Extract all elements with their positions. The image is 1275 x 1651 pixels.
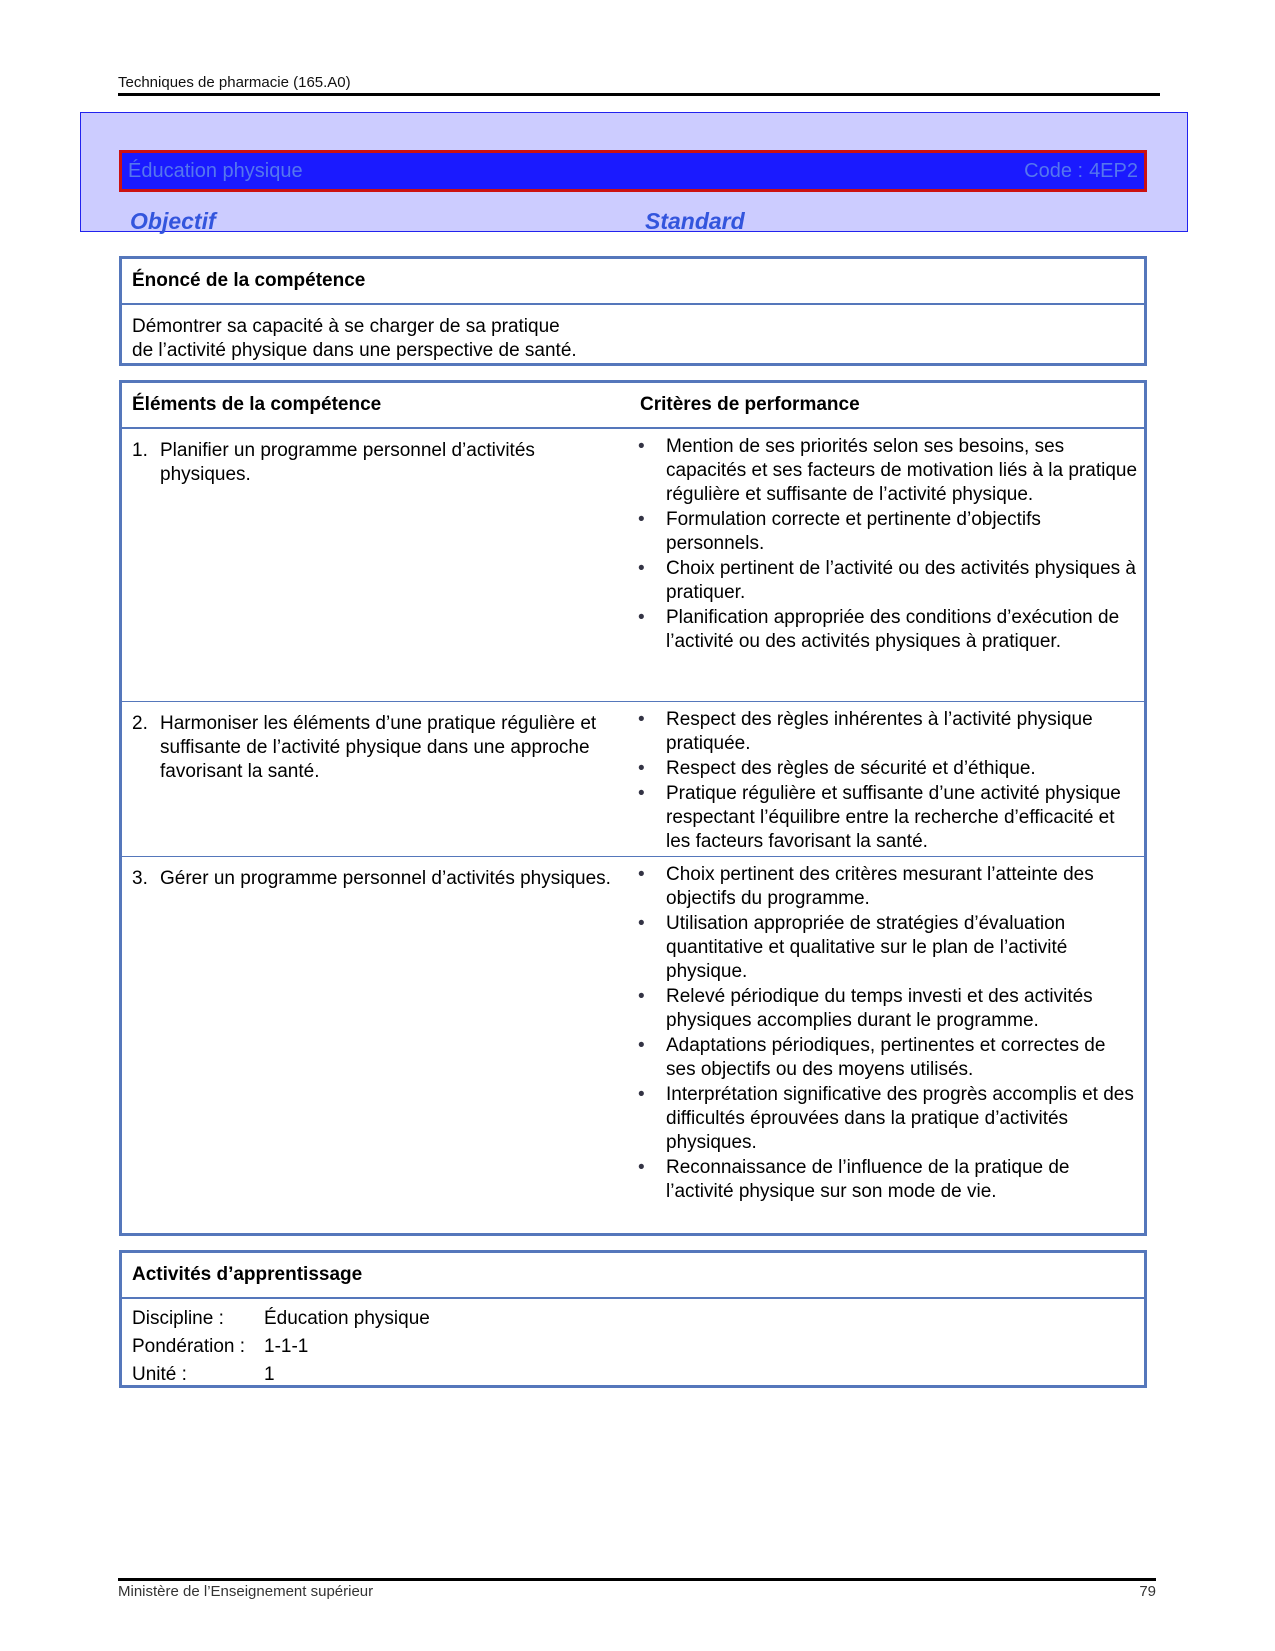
element-number: 3. — [132, 868, 148, 889]
criterion: • Choix pertinent des critères mesurant l’atteinte des objectifs du programme. — [638, 864, 1094, 909]
criterion: • Respect des règles inhérentes à l’activité physique pratiquée. — [638, 709, 1093, 754]
bullet-icon: • — [638, 758, 645, 779]
criterion: • Interprétation significative des progrès accomplis et des difficultés éprouvées dans la pratique d’activités physiques. — [638, 1084, 1134, 1153]
page-number: 79 — [1139, 1583, 1156, 1600]
element-description: Planifier un programme personnel d’activités physiques. — [160, 440, 535, 485]
enonce-box — [119, 256, 1147, 366]
ministry-name: Ministère de l’Enseignement supérieur — [118, 1583, 374, 1600]
bullet-icon: • — [638, 864, 645, 885]
bullet-icon: • — [638, 436, 645, 457]
unite-line — [132, 1361, 1134, 1389]
course-title: Éducation physique — [128, 159, 303, 182]
criterion: • Formulation correcte et pertinente d’objectifs personnels. — [638, 509, 1041, 554]
objective-standard-row — [130, 208, 1130, 235]
bullet-icon: • — [638, 1084, 645, 1105]
criterion: • Planification appropriée des conditions d’exécution de l’activité ou des activités physiques à pratiquer. — [638, 607, 1120, 652]
bullet-icon: • — [638, 1035, 645, 1056]
elements-box — [119, 380, 1147, 1236]
bullet-icon: • — [638, 709, 645, 730]
discipline-value: Éducation physique — [264, 1308, 430, 1329]
element-text — [132, 712, 612, 784]
elements-heading-left: Éléments de la compétence — [132, 394, 382, 415]
activities-box — [119, 1250, 1147, 1388]
discipline-line — [132, 1305, 1134, 1333]
unite-label: Unité : — [132, 1364, 187, 1385]
element-row-2 — [122, 702, 1144, 857]
ponderation-label: Pondération : — [132, 1336, 246, 1357]
bullet-icon: • — [638, 783, 645, 804]
enonce-heading: Énoncé de la compétence — [122, 259, 1144, 305]
criterion: • Respect des règles de sécurité et d’éthique. — [638, 758, 1036, 779]
enonce-text — [122, 305, 1144, 373]
bullet-icon: • — [638, 558, 645, 579]
standard-label: Standard — [645, 208, 745, 234]
page-header — [118, 74, 1160, 96]
criterion: • Adaptations périodiques, pertinentes et correctes de ses objectifs ou des moyens utilisés. — [638, 1035, 1106, 1080]
code-value: 4EP2 — [1089, 159, 1138, 182]
bullet-icon: • — [638, 913, 645, 934]
element-number: 2. — [132, 713, 148, 734]
criterion: • Choix pertinent de l’activité ou des activités physiques à pratiquer. — [638, 558, 1136, 603]
criterion: • Relevé périodique du temps investi et des activités physiques accomplies durant le programme. — [638, 986, 1093, 1031]
element-row-3 — [122, 857, 1144, 1235]
bullet-icon: • — [638, 607, 645, 628]
criteria-list — [638, 708, 1138, 855]
criterion: • Mention de ses priorités selon ses besoins, ses capacités et ses facteurs de motivation liés à la pratique régulière et suffisante de l’activité physique. — [638, 436, 1138, 505]
activities-body — [122, 1299, 1144, 1395]
element-text — [132, 867, 612, 891]
bullet-icon: • — [638, 509, 645, 530]
criterion: • Reconnaissance de l’influence de la pratique de l’activité physique sur son mode de vie. — [638, 1157, 1070, 1202]
ponderation-value: 1-1-1 — [264, 1336, 309, 1357]
criterion: • Utilisation appropriée de stratégies d’évaluation quantitative et qualitative sur le plan de l’activité physique. — [638, 913, 1068, 982]
element-description: Gérer un programme personnel d’activités physiques. — [160, 868, 611, 889]
elements-heading — [122, 383, 1144, 429]
unite-value: 1 — [264, 1364, 275, 1385]
element-description: Harmoniser les éléments d’une pratique régulière et suffisante de l’activité physique dans une approche favorisant la santé. — [160, 713, 597, 782]
page-footer — [118, 1578, 1156, 1600]
discipline-label: Discipline : — [132, 1308, 224, 1329]
enonce-line: Démontrer sa capacité à se charger de sa pratique — [132, 316, 560, 337]
course-title-bar — [119, 150, 1147, 192]
code-label: Code : — [1024, 159, 1084, 182]
enonce-line: de l’activité physique dans une perspective de santé. — [132, 340, 577, 361]
criteria-list — [638, 863, 1138, 1205]
element-number: 1. — [132, 440, 148, 461]
criteria-list — [638, 435, 1138, 655]
activities-heading: Activités d’apprentissage — [122, 1253, 1144, 1299]
bullet-icon: • — [638, 986, 645, 1007]
criteria-heading: Critères de performance — [640, 394, 860, 415]
element-row-1 — [122, 429, 1144, 702]
course-code — [1024, 160, 1138, 183]
ponderation-line — [132, 1333, 1134, 1361]
bullet-icon: • — [638, 1157, 645, 1178]
element-text — [132, 439, 612, 487]
criterion: • Pratique régulière et suffisante d’une activité physique respectant l’équilibre entre la recherche d’efficacité et les facteurs favorisant la santé. — [638, 783, 1121, 852]
program-name: Techniques de pharmacie (165.A0) — [118, 74, 351, 91]
objectif-label: Objectif — [130, 208, 216, 234]
